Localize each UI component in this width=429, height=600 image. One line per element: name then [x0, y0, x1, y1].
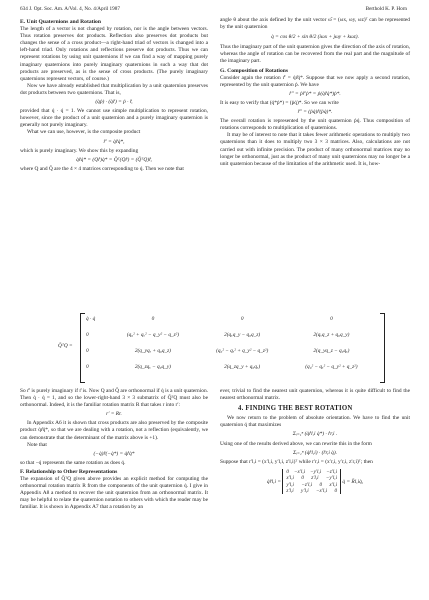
matrix-cell: 0 — [86, 332, 89, 338]
section-heading-g: G. Composition of Rotations — [220, 67, 289, 74]
matrix-cell: 2(q_yq_z − q₀qₓ) — [313, 348, 350, 354]
equation: q̇r̊q̇* = (Qr̊)q̇* = Q̄ᵀ(Qr̊) = (Q̄ᵀQ)r̊, — [76, 156, 152, 163]
matrix-cell: 0 — [330, 316, 333, 322]
section-heading-f: F. Relationship to Other Representations — [20, 468, 118, 475]
matrix-cell: −z′l,i — [326, 468, 338, 475]
paragraph: ever, trivial to find the nearest unit quaternion, whereas it is quite difficult to find the nearest orthonormal matrix. — [220, 388, 410, 402]
matrix-product-equation — [220, 469, 410, 495]
right-column-top — [220, 17, 410, 168]
equation-lhs: q̇r̊l,i = — [266, 478, 281, 485]
equation: r̊″ = ṗr̊′ṗ* = ṗ(q̇r̊q̇*)ṗ*. — [289, 90, 341, 97]
matrix-cell: −x′l,i — [293, 468, 306, 475]
equation: r′ = Rr. — [106, 411, 122, 418]
running-header-journal: 634 J. Opt. Soc. Am. A/Vol. 4, No. 4/April 1987 — [20, 6, 120, 12]
matrix-cell: 2(q_zqₓ − q₀q_y) — [134, 364, 171, 370]
paragraph: Consider again the rotation r̊′ = q̇r̊q̇*. Suppose that we now apply a second rotation, represented by the unit quaternion ṗ. We have — [220, 74, 410, 88]
section-heading-e: E. Unit Quaternions and Rotation — [20, 19, 101, 25]
matrix-label: Q̄ᵀQ = — [58, 343, 73, 349]
equation: (−q̇)r̊(−q̇*) = q̇r̊q̇* — [93, 450, 135, 457]
paragraph: The expansion of Q̄ᵀQ given above provides an explicit method for computing the orthonormal rotation matrix R from the components of the unit quaternion q̇. I give in Appendix A8 a method to recover the unit quaternion from an orthonormal matrix. It may be helpful to relate the quaternion notation to others with which the reader may be familiar. It is shown in Appendix A7 that a rotation by an — [20, 476, 208, 511]
matrix-cell: 0 — [86, 348, 89, 354]
right-column-bottom — [220, 388, 410, 496]
equation-rhs: q̇ = R̄l,iq̇, — [342, 478, 364, 485]
section-heading-4: 4. FINDING THE BEST ROTATION — [238, 405, 353, 413]
summation-equation: Σᵢ₌₁ⁿ (q̇r̊l,i) · (r̊r,i q̇). — [292, 449, 337, 456]
matrix-row — [86, 332, 376, 338]
paragraph: What we can use, however, is the composite product — [27, 129, 141, 136]
paragraph: We now return to the problem of absolute orientation. We have to find the unit quaternion q̇ that maximizes — [220, 415, 410, 429]
matrix-cell: (q₀² − qₓ² + q_y² − q_z²) — [216, 348, 269, 354]
equation: q̇ = cos θ/2 + sin θ/2 (iωx + jωy + kωz). — [271, 34, 359, 41]
matrix-row — [86, 348, 376, 354]
rotation-matrix-equation — [58, 313, 388, 383]
matrix-cell: (q₀² + qₓ² − q_y² − q_z²) — [126, 332, 180, 338]
matrix-cell: z′l,i — [311, 475, 319, 482]
matrix-cell: 0 — [151, 316, 155, 322]
matrix-cell: x′l,i — [286, 475, 294, 482]
matrix-row — [86, 364, 376, 370]
paragraph: Suppose that r′l,i = (x′l,i, y′l,i, z′l,i)ᵀ while r′r,i = (x′r,i, y′r,i, z′r,i)ᵀ; then — [220, 458, 373, 465]
matrix-cell: 0 — [334, 488, 338, 495]
left-column-bottom — [20, 388, 208, 512]
paragraph: which is purely imaginary. We show this by expanding — [20, 147, 139, 154]
matrix-cell: 0 — [301, 475, 304, 482]
equation: (q̇ṗ) · (q̇r̊) = ṗ · r̊, — [95, 99, 133, 106]
paragraph: It is easy to verify that (q̇*ṗ*) = (ṗq̇)*. So we can write — [220, 99, 339, 106]
matrix-cell: −x′l,i — [315, 488, 328, 495]
matrix-row — [86, 316, 376, 322]
matrix-cell: y′l,i — [286, 481, 294, 488]
matrix-cell: −z′l,i — [301, 481, 313, 488]
matrix-cell: q̇ · q̇ — [86, 316, 96, 322]
matrix-cell: −y′l,i — [310, 468, 322, 475]
paragraph: angle θ about the axis defined by the unit vector ω̂ = (ωx, ωy, ωz)ᵀ can be represented by the unit quaternion — [220, 17, 410, 31]
small-matrix — [282, 469, 341, 495]
matrix-cell: −y′l,i — [325, 475, 338, 482]
paragraph: It may be of interest to note that it takes fewer arithmetic operations to multiply two quaternions than it does to multiply two 3 × 3 matrices. Also, calculations are not carried out with infinite precision. The product of many orthonormal matrices may no longer be orthonormal, just as the product of many unit quaternions may no longer be a unit quaternion because of the limitation of the arithmetic used. It is, how- — [220, 132, 410, 167]
paragraph: where Q and Q̄ are the 4 × 4 matrices corresponding to q̇. Then we note that — [20, 165, 184, 172]
running-header-author: Berthold K. P. Horn — [365, 6, 407, 12]
matrix-cell: (q₀² − qₓ² − q_y² + q_z²) — [305, 364, 358, 370]
paragraph: So r̊′ is purely imaginary if r̊ is. Now Q and Q̄ are orthonormal if q̇ is a unit quaternion. Then q̇ · q̇ = 1, and so the lower-right-hand 3 × 3 submatrix of Q̄ᵀQ must also be orthonormal. Indeed, it is the familiar rotation matrix R that takes r into r′: — [20, 388, 208, 409]
paragraph: Using one of the results derived above, we can rewrite this in the form — [220, 440, 372, 447]
paragraph: In Appendix A6 it is shown that cross products are also preserved by the composite product q̇r̊q̇*, so that we are dealing with a rotation, not a reflection (equivalently, we can demonstrate that the determinant of the matrix above is +1). — [20, 420, 208, 441]
paragraph: The overall rotation is represented by the unit quaternion ṗq̇. Thus composition of rotations corresponds to multiplication of quaternions. — [220, 118, 410, 132]
matrix-cell: 2(q_yqₓ + q₀q_z) — [134, 348, 171, 354]
matrix-cell: 0 — [240, 316, 244, 322]
paragraph: Thus the imaginary part of the unit quaternion gives the direction of the axis of rotation, whereas the angle of rotation can be recovered from the real part and the magnitude of the imaginary part. — [220, 44, 410, 65]
equation: r̊′ = q̇r̊q̇*, — [103, 138, 125, 145]
matrix-cell: z′l,i — [286, 488, 294, 495]
matrix-cell: 2(qₓq_z + q₀q_y) — [313, 332, 350, 338]
small-matrix-row — [286, 488, 337, 494]
paragraph: The length of a vector is not changed by rotation, nor is the angle between vectors. Thus rotation preserves dot products. Reflection also preserves dot products but changes the sense of a cross product—a right-hand triad of vectors is changed into a left-hand triad. Only rotations and reflections preserve dot products. Thus we can represent rotations by using unit quaternions if we can find a way of mapping purely imaginary quaternions into purely imaginary quaternions in such a way that dot products are preserved, as is the sense of cross products. (The purely imaginary quaternions represent vectors, of course.) — [20, 26, 208, 82]
paragraph: Note that — [27, 441, 47, 448]
matrix-cell: x′l,i — [329, 481, 338, 488]
matrix-cell: 2(q_zq_y + q₀qₓ) — [224, 364, 261, 370]
paragraph: provided that q̇ · q̇ = 1. We cannot use simple multiplication to represent rotation, however, since the product of a unit quaternion and a purely imaginary quaternion is generally not purely imaginary. — [20, 108, 208, 129]
left-column-top — [20, 17, 208, 173]
matrix-left-bracket — [80, 313, 85, 383]
matrix-cell: 0 — [286, 468, 289, 475]
matrix-cell: 0 — [319, 481, 323, 488]
summation-equation: Σᵢ₌₁ⁿ (q̇r̊l,i q̇*) · r̊r,i . — [292, 431, 338, 438]
matrix-cell: 0 — [86, 364, 89, 370]
equation: r̊″ = (ṗq̇)r̊(ṗq̇)*. — [297, 109, 333, 116]
paragraph: so that −q̇ represents the same rotation as does q̇. — [20, 459, 126, 466]
paragraph: Now we have already established that multiplication by a unit quaternion preserves dot products between two quaternions. That is, — [20, 82, 208, 96]
matrix-cell: 2(qₓq_y − q₀q_z) — [224, 332, 261, 338]
matrix-cell: y′l,i — [301, 488, 309, 495]
matrix-right-bracket — [380, 313, 385, 383]
